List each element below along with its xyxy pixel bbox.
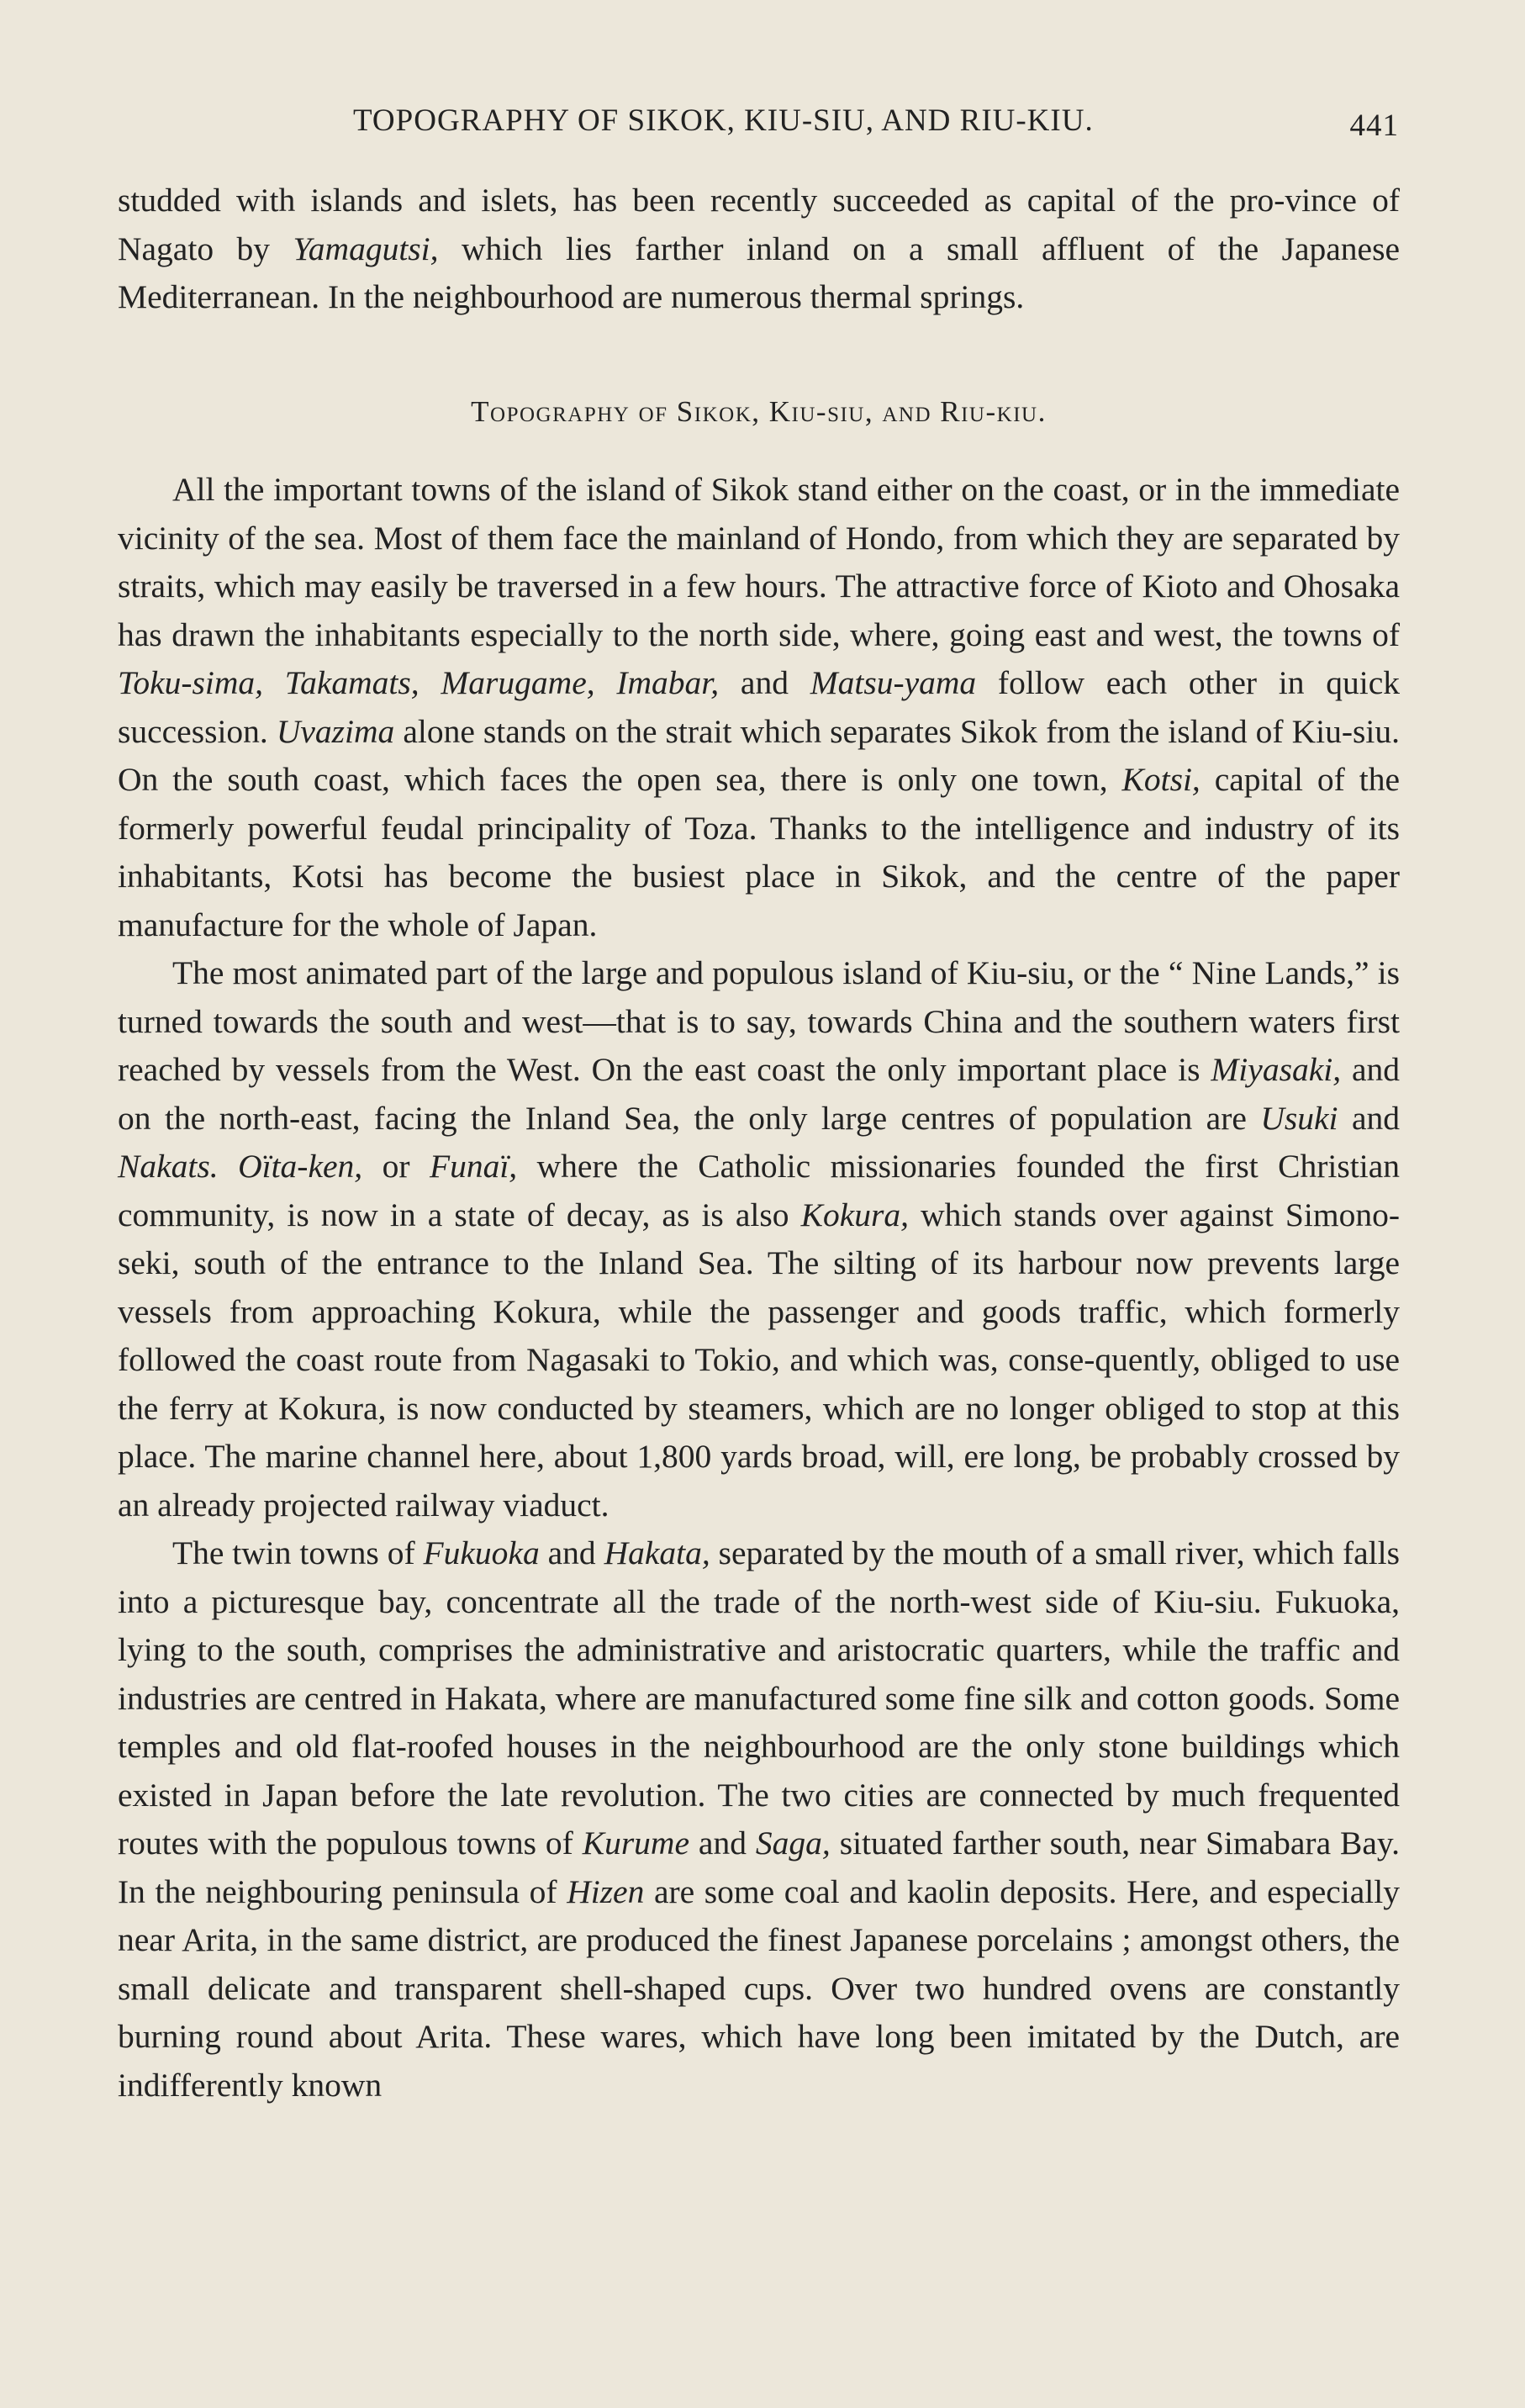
section-heading: Topography of Sikok, Kiu-siu, and Riu-kiu.: [471, 395, 1047, 428]
place-name: Usuki: [1260, 1099, 1338, 1137]
place-name: Hakata,: [604, 1534, 710, 1571]
place-name: Miyasaki,: [1211, 1051, 1342, 1088]
place-name: Uvazima: [276, 712, 395, 750]
place-name: Oïta-ken,: [238, 1148, 363, 1185]
place-name: Yamagutsi,: [293, 230, 439, 267]
place-name: Toku-sima,: [118, 664, 264, 701]
paragraph-kiu-siu: The most animated part of the large and populous island of Kiu-siu, or the “ Nine Lands,” is turned towards the south and west—that is to say, towards China and the southern waters first reached by vessels from the West. On the east coast the only important place is Miyasaki, and on the north-east, facing the Inland Sea, the only large centres of population are Usuki and Nakats. Oïta-ken, or Funaï, where the Catholic missionaries founded the first Christian community, is now in a state of decay, as is also Kokura, which stands over against Simono-seki, south of the entrance to the Inland Sea. The silting of its harbour now prevents large vessels from approaching Kokura, while the passenger and goods traffic, which formerly followed the coast route from Nagasaki to Tokio, and which was, conse-quently, obliged to use the ferry at Kokura, is now conducted by steamers, which are no longer obliged to stop at this place. The marine channel here, about 1,800 yards broad, will, ere long, be probably crossed by an already projected railway viaduct.: [118, 954, 1401, 1523]
opening-paragraph: [118, 177, 1400, 322]
running-head: [118, 103, 1399, 145]
place-name: Kurume: [582, 1824, 689, 1861]
place-name: Imabar,: [616, 664, 720, 701]
section-body: [118, 466, 1400, 2110]
place-name: Takamats,: [284, 664, 420, 701]
place-name: Kokura,: [800, 1196, 910, 1233]
running-title: TOPOGRAPHY OF SIKOK, KIU-SIU, AND RIU-KIU.: [353, 103, 1094, 138]
place-name: Marugame,: [441, 664, 595, 701]
place-name: Funaï,: [429, 1148, 518, 1185]
continued-paragraph: studded with islands and islets, has been recently succeeded as capital of the pro-vince of Nagato by Yamagutsi, which lies farther inland on a small affluent of the Japanese Mediterranean. In the neighbourhood are numerous thermal springs.: [118, 182, 1400, 315]
place-name: Nakats.: [118, 1148, 219, 1185]
place-name: Fukuoka: [423, 1534, 540, 1571]
paragraph-fukuoka: The twin towns of Fukuoka and Hakata, separated by the mouth of a small river, which falls into a picturesque bay, concentrate all the trade of the north-west side of Kiu-siu. Fukuoka, lying to the south, comprises the administrative and aristocratic quarters, while the traffic and industries are centred in Hakata, where are manufactured some fine silk and cotton goods. Some temples and old flat-roofed houses in the neighbourhood are the only stone buildings which existed in Japan before the late revolution. The two cities are connected by much frequented routes with the populous towns of Kurume and Saga, situated farther south, near Simabara Bay. In the neighbouring peninsula of Hizen are some coal and kaolin deposits. Here, and especially near Arita, in the same district, are produced the finest Japanese porcelains ; amongst others, the small delicate and transparent shell-shaped cups. Over two hundred ovens are constantly burning round about Arita. These wares, which have long been imitated by the Dutch, are indifferently known: [118, 1534, 1400, 2104]
paragraph-sikok: All the important towns of the island of Sikok stand either on the coast, or in the immediate vicinity of the sea. Most of them face the mainland of Hondo, from which they are separated by straits, which may easily be traversed in a few hours. The attractive force of Kioto and Ohosaka has drawn the inhabitants especially to the north side, where, going east and west, the towns of Toku-sima, Takamats, Marugame, Imabar, and Matsu-yama follow each other in quick succession. Uvazima alone stands on the strait which separates Sikok from the island of Kiu-siu. On the south coast, which faces the open sea, there is only one town, Kotsi, capital of the formerly powerful feudal principality of Toza. Thanks to the intelligence and industry of its inhabitants, Kotsi has become the busiest place in Sikok, and the centre of the paper manufacture for the whole of Japan.: [118, 471, 1401, 943]
place-name: Hizen: [567, 1872, 645, 1910]
page-number: 441: [1349, 108, 1399, 143]
place-name: Saga,: [755, 1824, 831, 1861]
place-name: Kotsi,: [1121, 761, 1200, 798]
place-name: Matsu-yama: [810, 664, 977, 701]
